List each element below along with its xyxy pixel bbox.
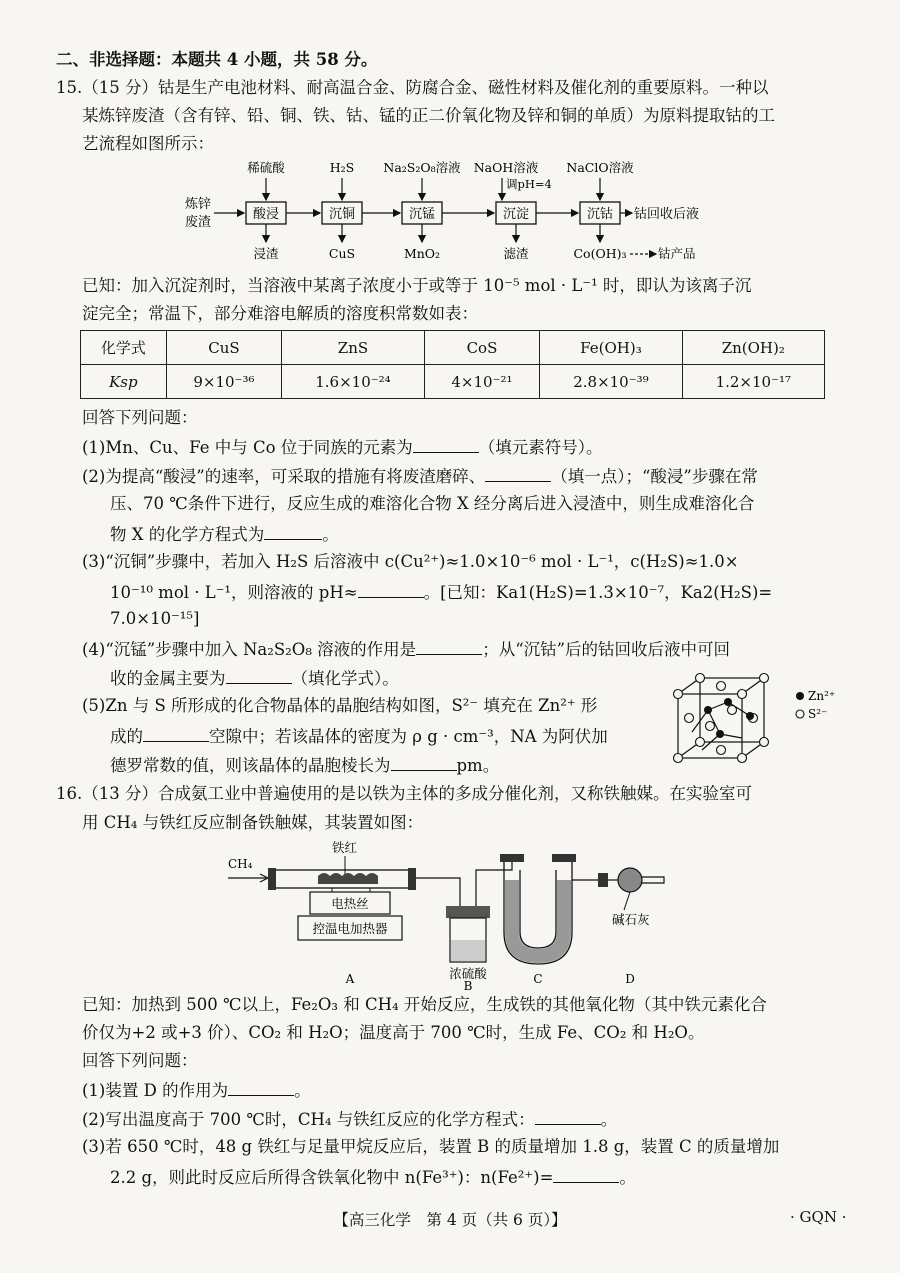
table-header: Zn(OH)₂ [682, 331, 824, 365]
q15-sub1: (1)Mn、Cu、Fe 中与 Co 位于同族的元素为 （填元素符号）。 [82, 434, 603, 460]
answer-blank[interactable] [485, 463, 551, 482]
iron-red-label: 铁红 [332, 840, 358, 855]
table-header: 化学式 [81, 331, 167, 365]
reagent-2: H₂S [329, 160, 355, 175]
output-4: 滤渣 [503, 246, 529, 261]
table-cell: 9×10⁻³⁶ [166, 365, 282, 399]
q15-sub3-line2: 10⁻¹⁰ mol · L⁻¹，则溶液的 pH≈ 。[已知：Ka1(H₂S)=1.3×10⁻⁷，Ka2(H₂S)= [110, 579, 772, 605]
q15-sub2-line2: 压、70 ℃条件下进行，反应生成的难溶化合物 X 经分离后进入浸渣中，则生成难溶化合 [110, 494, 755, 513]
q15-sub5-line2: 成的 空隙中；若该晶体的密度为 ρ g · cm⁻³，NA 为阿伏加 [110, 723, 608, 749]
answer-blank[interactable] [228, 1077, 294, 1096]
svg-text:沉锰: 沉锰 [408, 207, 436, 222]
answer-blank[interactable] [391, 752, 457, 771]
legend-zn: Zn²⁺ [808, 689, 836, 703]
lime-label: 碱石灰 [612, 912, 650, 927]
flow-step-cobalt [580, 202, 620, 224]
q15-sub5-line3: 德罗常数的值，则该晶体的晶胞棱长为 pm。 [110, 752, 499, 778]
q16-sub3-line2: 2.2 g，则此时反应后所得含铁氧化物中 n(Fe³⁺)：n(Fe²⁺)= 。 [110, 1164, 636, 1190]
answer-blank[interactable] [416, 636, 482, 655]
flow-step-copper [322, 202, 362, 224]
table-cell: 1.2×10⁻¹⁷ [682, 365, 824, 399]
section-title: 二、非选择题：本题共 4 小题，共 58 分。 [56, 50, 378, 69]
label-d: D [625, 972, 635, 986]
footer-mark: · GQN · [790, 1208, 847, 1226]
output-1: 浸渣 [253, 246, 279, 261]
q15-known-2: 淀完全；常温下，部分难溶电解质的溶度积常数如表： [82, 304, 478, 323]
q15-answer-intro: 回答下列问题： [82, 408, 198, 427]
heating-wire-label: 电热丝 [331, 896, 369, 911]
legend-s: S²⁻ [808, 707, 828, 721]
answer-blank[interactable] [413, 434, 479, 453]
final-product: 钴产品 [658, 246, 696, 261]
answer-blank[interactable] [264, 521, 322, 540]
acid-label: 浓硫酸 [449, 966, 487, 981]
q16-line2: 用 CH₄ 与铁红反应制备铁触媒，其装置如图： [82, 813, 424, 832]
output-2: CuS [328, 246, 356, 261]
q15-sub3-line1: (3)“沉铜”步骤中，若加入 H₂S 后溶液中 c(Cu²⁺)≈1.0×10⁻⁶ mol · L⁻¹，c(H₂S)≈1.0× [82, 552, 739, 571]
svg-text:沉淀: 沉淀 [502, 207, 530, 222]
q15-sub2-line3: 物 X 的化学方程式为 。 [110, 521, 339, 547]
answer-blank[interactable] [535, 1106, 601, 1125]
q16-answer-intro: 回答下列问题： [82, 1051, 198, 1070]
table-cell: 1.6×10⁻²⁴ [282, 365, 424, 399]
q15-sub5-line1: (5)Zn 与 S 所形成的化合物晶体的晶胞结构如图，S²⁻ 填充在 Zn²⁺ 形 [82, 696, 598, 715]
q15-sub2-line1: (2)为提高“酸浸”的速率，可采取的措施有将废渣磨碎、 （填一点）；“酸浸”步骤在常 [82, 463, 758, 489]
q15-line3: 艺流程如图所示： [82, 134, 214, 153]
flow-start-1: 炼锌 [185, 197, 212, 212]
flow-start-2: 废渣 [185, 215, 212, 230]
label-b: B [463, 979, 473, 990]
output-3: MnO₂ [403, 246, 441, 261]
table-row [81, 365, 825, 399]
q15-sub4-line1: (4)“沉锰”步骤中加入 Na₂S₂O₈ 溶液的作用是 ；从“沉钴”后的钴回收后液中可回 [82, 636, 730, 662]
table-cell: 4×10⁻²¹ [424, 365, 540, 399]
table-header: ZnS [282, 331, 424, 365]
table-header: Fe(OH)₃ [540, 331, 682, 365]
svg-text:沉钴: 沉钴 [586, 207, 614, 222]
q15-line1: 15.（15 分）钴是生产电池材料、耐高温合金、防腐合金、磁性材料及催化剂的重要原料。一种以 [56, 78, 769, 97]
q16-sub3-line1: (3)若 650 ℃时，48 g 铁红与足量甲烷反应后，装置 B 的质量增加 1.8 g，装置 C 的质量增加 [82, 1137, 780, 1156]
q15-sub4-line2: 收的金属主要为 （填化学式）。 [110, 665, 399, 691]
svg-text:酸浸: 酸浸 [252, 207, 280, 222]
svg-text:沉铜: 沉铜 [328, 207, 356, 222]
heater-label: 控温电加热器 [312, 921, 388, 936]
apparatus-diagram [220, 840, 680, 990]
label-a: A [345, 972, 355, 986]
zns-unit-cell-diagram [672, 672, 852, 772]
output-5: Co(OH)₃ [573, 246, 627, 261]
answer-blank[interactable] [226, 665, 292, 684]
answer-blank[interactable] [553, 1164, 619, 1183]
table-cell: 2.8×10⁻³⁹ [540, 365, 682, 399]
answer-blank[interactable] [143, 723, 209, 742]
q15-sub3-line3: 7.0×10⁻¹⁵] [110, 609, 200, 628]
q15-line2: 某炼锌废渣（含有锌、铅、铜、铁、钴、锰的正二价氧化物及锌和铜的单质）为原料提取钴的工 [82, 106, 775, 125]
label-c: C [533, 972, 543, 986]
process-flow-diagram [180, 158, 740, 268]
q16-known-1: 已知：加热到 500 ℃以上，Fe₂O₃ 和 CH₄ 开始反应，生成铁的其他氧化物（其中铁元素化合 [82, 995, 767, 1014]
reagent-4: NaOH溶液 [473, 160, 539, 175]
q15-known-1: 已知：加入沉淀剂时，当溶液中某离子浓度小于或等于 10⁻⁵ mol · L⁻¹ 时，即认为该离子沉 [82, 276, 752, 295]
flow-step-manganese [402, 202, 442, 224]
table-header-row [81, 331, 825, 365]
q16-sub1: (1)装置 D 的作用为 。 [82, 1077, 311, 1103]
q16-sub2: (2)写出温度高于 700 ℃时，CH₄ 与铁红反应的化学方程式： 。 [82, 1106, 617, 1132]
reagent-5: NaClO溶液 [566, 160, 634, 175]
ksp-table [80, 330, 825, 399]
flow-step-acid-leach [246, 202, 286, 224]
ph-note: 调pH=4 [506, 177, 552, 191]
answer-blank[interactable] [358, 579, 424, 598]
table-cell: Ksp [81, 365, 167, 399]
page-footer: 【高三化学 第 4 页（共 6 页）】 [333, 1211, 567, 1229]
reagent-1: 稀硫酸 [247, 160, 285, 175]
table-header: CuS [166, 331, 282, 365]
ch4-label: CH₄ [228, 857, 253, 871]
q16-known-2: 价仅为+2 或+3 价）、CO₂ 和 H₂O；温度高于 700 ℃时，生成 Fe、CO₂ 和 H₂O。 [82, 1023, 705, 1042]
flow-step-precipitate [496, 202, 536, 224]
reagent-3: Na₂S₂O₈溶液 [383, 160, 461, 175]
flow-end-liquid: 钴回收后液 [634, 207, 700, 222]
table-header: CoS [424, 331, 540, 365]
q16-line1: 16.（13 分）合成氨工业中普遍使用的是以铁为主体的多成分催化剂，又称铁触媒。在实验室可 [56, 784, 752, 803]
